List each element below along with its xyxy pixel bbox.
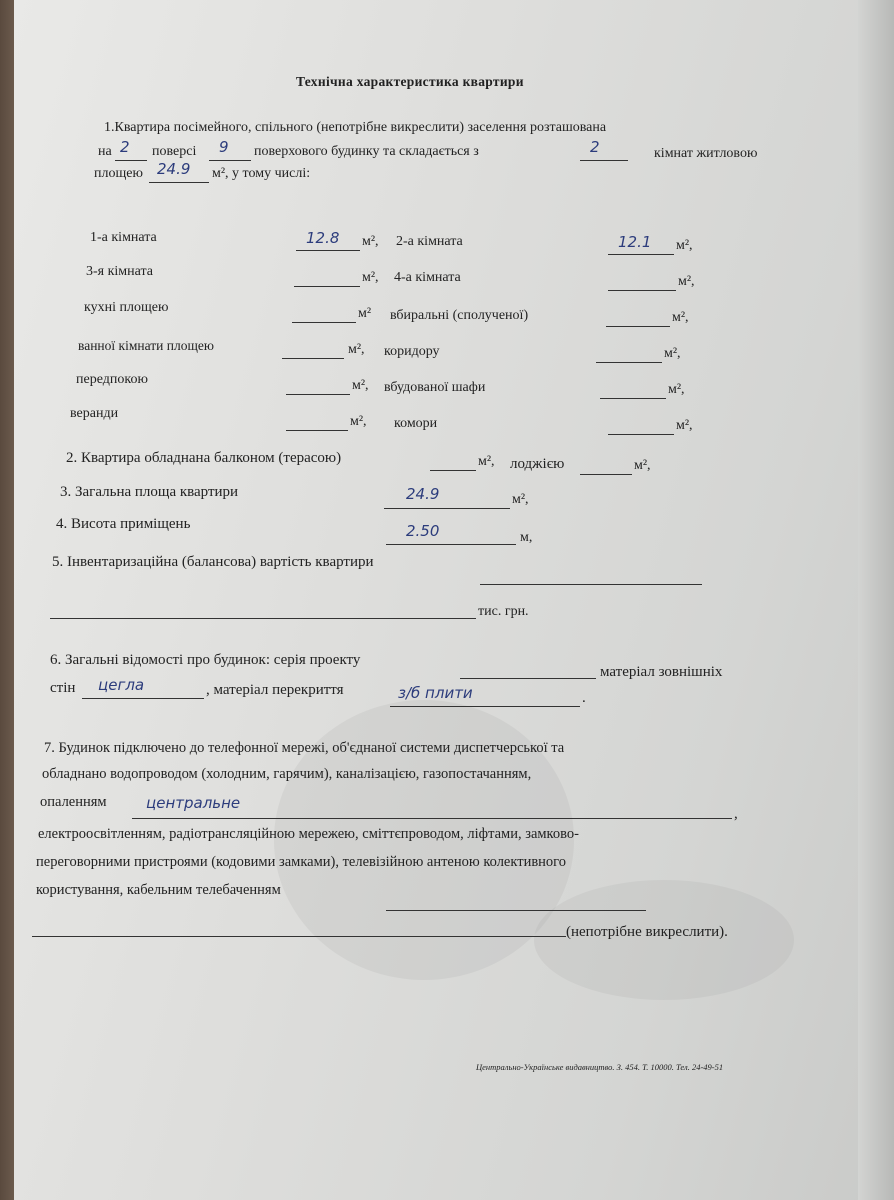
p6-period: . xyxy=(582,690,586,706)
wardrobe-unit: м², xyxy=(668,382,685,397)
p1-line1: 1.Квартира посімейного, спільного (непотрібне викреслити) заселення розташована xyxy=(104,120,607,135)
kitchen-unit: м² xyxy=(358,306,372,321)
room1-unit: м², xyxy=(362,234,379,249)
sheet-shadow xyxy=(858,0,894,1200)
p1-area-prefix: площею xyxy=(94,166,143,181)
room1-label: 1-а кімната xyxy=(90,230,157,245)
height-value: 2.50 xyxy=(406,522,440,540)
wardrobe-label: вбудованої шафи xyxy=(384,380,486,395)
p7-strike-note: (непотрібне викреслити). xyxy=(566,924,728,940)
veranda-unit: м², xyxy=(350,414,367,429)
p1-poversi: поверсі xyxy=(152,144,197,159)
p2-loggia: лоджією xyxy=(510,456,565,472)
room4-label: 4-а кімната xyxy=(394,270,461,285)
p6-text: 6. Загальні відомості про будинок: серія проекту xyxy=(50,652,361,668)
p5-text: 5. Інвентаризаційна (балансова) вартість квартири xyxy=(52,554,374,570)
p3-unit: м², xyxy=(512,492,529,507)
p6-ceiling: , матеріал перекриття xyxy=(206,682,344,698)
room3-label: 3-я кімната xyxy=(86,264,153,279)
storage-label: комори xyxy=(394,416,438,431)
p1-na: на xyxy=(98,144,112,159)
heating-value: центральне xyxy=(146,794,241,812)
document-sheet xyxy=(14,0,894,1200)
room2-value: 12.1 xyxy=(618,233,652,251)
p1-rooms-suffix: кімнат житловою xyxy=(654,146,758,161)
floor-value: 2 xyxy=(120,138,130,156)
living-area-value: 24.9 xyxy=(157,160,191,178)
bathroom-unit: м², xyxy=(348,342,365,357)
total-area-value: 24.9 xyxy=(406,485,440,503)
bathroom-label: ванної кімнати площею xyxy=(78,338,214,353)
p4-text: 4. Висота приміщень xyxy=(56,516,191,532)
p2-balcony-unit: м², xyxy=(478,454,495,469)
toilet-unit: м², xyxy=(672,310,689,325)
hallway-label: передпокою xyxy=(76,372,148,387)
corridor-label: коридору xyxy=(384,344,440,359)
p5-unit: тис. грн. xyxy=(478,604,529,619)
walls-value: цегла xyxy=(98,676,145,694)
hallway-unit: м², xyxy=(352,378,369,393)
veranda-label: веранди xyxy=(70,406,119,421)
room2-unit: м², xyxy=(676,238,693,253)
ceiling-value: з/б плити xyxy=(398,684,473,702)
p6-walls: стін xyxy=(50,680,76,696)
p3-text: 3. Загальна площа квартири xyxy=(60,484,239,500)
p7-line2: обладнано водопроводом (холодним, гарячим), каналізацією, газопостачанням, xyxy=(42,766,532,782)
kitchen-label: кухні площею xyxy=(84,300,169,315)
p6-walls-material: матеріал зовнішніх xyxy=(600,664,723,680)
storeys-value: 9 xyxy=(219,138,229,156)
p7-line5: переговорними пристроями (кодовими замками), телевізійною антеною колективного xyxy=(36,854,567,870)
p4-unit: м, xyxy=(520,530,533,545)
toilet-label: вбиральні (сполученої) xyxy=(390,308,529,323)
p2-text: 2. Квартира обладнана балконом (терасою) xyxy=(66,450,342,466)
page-title: Технічна характеристика квартири xyxy=(296,74,524,89)
corridor-unit: м², xyxy=(664,346,681,361)
p7-line1: 7. Будинок підключено до телефонної мережі, об'єднаної системи диспетчерської та xyxy=(44,740,565,756)
room2-label: 2-а кімната xyxy=(396,234,463,249)
room3-unit: м², xyxy=(362,270,379,285)
rooms-value: 2 xyxy=(590,138,600,156)
room1-value: 12.8 xyxy=(306,229,340,247)
p1-area-suffix: м², у тому числі: xyxy=(212,166,311,181)
p1-storeys-suffix: поверхового будинку та складається з xyxy=(254,144,479,159)
p7-comma: , xyxy=(734,806,738,822)
room4-unit: м², xyxy=(678,274,695,289)
p7-line6: користування, кабельним телебаченням xyxy=(36,882,281,898)
p7-heating: опаленням xyxy=(40,794,107,810)
p7-line4: електроосвітленням, радіотрансляційною мережею, сміттєпроводом, ліфтами, замково- xyxy=(38,826,579,842)
p2-loggia-unit: м², xyxy=(634,458,651,473)
publisher-footer: Центрально-Українське видавництво. З. 454. Т. 10000. Тел. 24-49-51 xyxy=(476,1062,724,1072)
storage-unit: м², xyxy=(676,418,693,433)
